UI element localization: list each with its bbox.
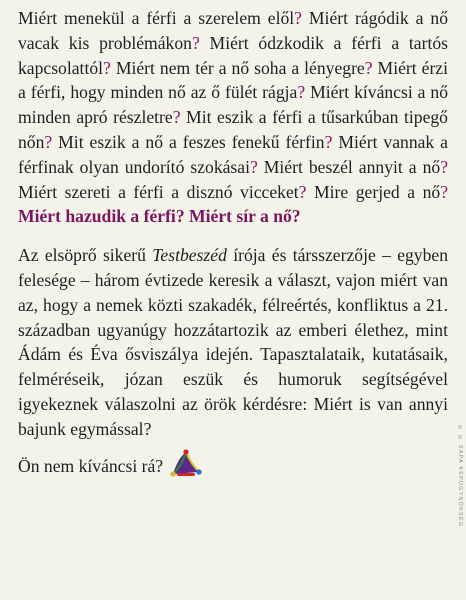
question-text: Mit eszik a nő a feszes fenekű férfin bbox=[52, 131, 325, 152]
book-title: Testbeszéd bbox=[152, 245, 227, 266]
question-mark: ? bbox=[249, 156, 258, 177]
description-paragraph bbox=[18, 243, 448, 441]
question-mark: ? bbox=[103, 57, 111, 78]
question-mark: ? bbox=[440, 181, 448, 202]
question-text: Miért szereti a férfi a disznó vicceket bbox=[18, 181, 299, 202]
question-text: Miért vannak a férfinak olyan undorító szokásai bbox=[18, 131, 448, 177]
question-mark: ? bbox=[191, 32, 200, 53]
question-text: Miért nem tér a nő soha a lényegre bbox=[110, 57, 365, 78]
question-text: Mit eszik a férfi a tűsarkúban tipegő nőn bbox=[18, 107, 448, 152]
question-text: Miért rágódik a nő vacak kis problémákon bbox=[18, 8, 448, 53]
question-text: Mire gerjed a nő bbox=[306, 181, 441, 202]
question-mark: ? bbox=[294, 8, 302, 28]
question-text: Miért érzi a férfi, hogy minden nő az ő fülét rágja bbox=[18, 57, 449, 103]
bold-questions: Miért hazudik a férfi? Miért sír a nő? bbox=[18, 206, 301, 227]
question-mark: ? bbox=[297, 82, 306, 103]
question-mark: ? bbox=[364, 57, 373, 78]
description-pre: Az elsöprő sikerű bbox=[18, 245, 153, 266]
questions-paragraph bbox=[18, 6, 448, 229]
question-text: Miért kíváncsi a nő minden apró részletre bbox=[18, 82, 448, 128]
question-list bbox=[18, 8, 448, 202]
question-text: Miért menekül a férfi a szerelem elől bbox=[18, 8, 295, 28]
closing-text: Ön nem kíváncsi rá? bbox=[18, 455, 164, 476]
question-mark: ? bbox=[44, 131, 53, 152]
closing-line bbox=[18, 454, 448, 479]
question-text: Miért ódzkodik a férfi a tartós kapcsolattól bbox=[18, 32, 448, 78]
question-mark: ? bbox=[298, 181, 307, 202]
question-mark: ? bbox=[324, 131, 333, 152]
description-post: írója és társszerzője – egyben felesége – három évtizede keresik a választ, vajon miért van az, hogy a nemek közti szakadék, félreértés, konfliktus a 21. században ugyanúgy hozzátartozik az emberi élethez, mint Ádám és Éva ősviszálya idején. Tapasztalataik, kutatásaik, felméréseik, józan eszük és humoruk segítségével igyekeznek válaszolni az örök kérdésre: Miért is van annyi bajunk egymással? bbox=[18, 245, 449, 439]
back-cover-text bbox=[18, 6, 448, 478]
question-mark: ? bbox=[440, 156, 448, 177]
jester-hat-icon bbox=[169, 448, 203, 478]
photo-credit: © © SAPA KÉPÜGYNÖKSÉG bbox=[457, 425, 463, 528]
question-text: Miért beszél annyit a nő bbox=[257, 156, 441, 177]
question-mark: ? bbox=[172, 107, 181, 128]
